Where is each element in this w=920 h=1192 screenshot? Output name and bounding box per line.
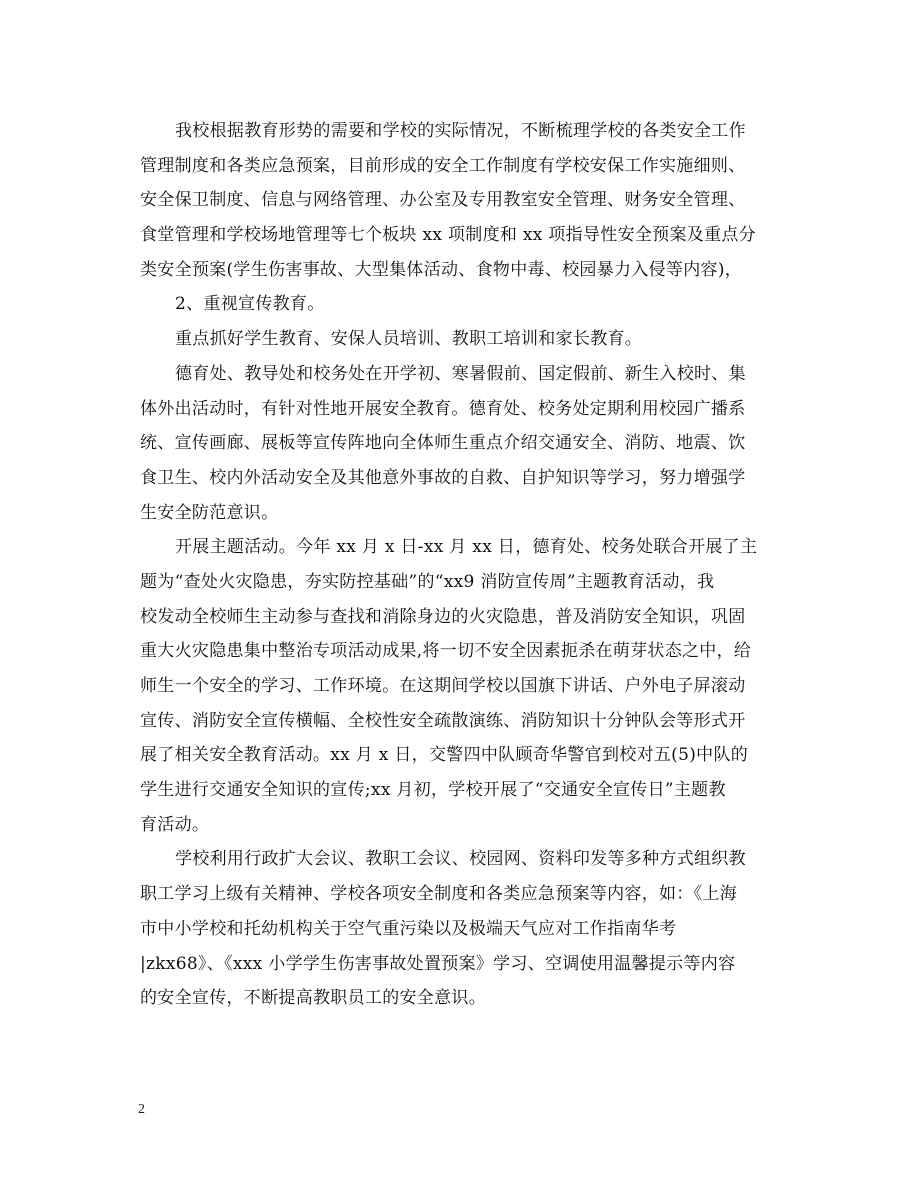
document-body (140, 114, 780, 1016)
paragraph-line: 校发动全校师生主动参与查找和消除身边的火灾隐患，普及消防安全知识，巩固 (140, 606, 746, 627)
paragraph-line: 师生一个安全的学习、工作环境。在这期间学校以国旗下讲话、户外电子屏滚动 (140, 676, 746, 696)
paragraph-line: 我校根据教育形势的需要和学校的实际情况，不断梳理学校的各类安全工作 (175, 121, 746, 141)
paragraph-line: 的安全宣传，不断提高教职员工的安全意识。 (140, 988, 486, 1009)
paragraph-line: 展了相关安全教育活动。xx 月 x 日，交警四中队顾奇华警官到校对五(5)中队的 (140, 745, 749, 766)
paragraph-line: 管理制度和各类应急预案，目前形成的安全工作制度有学校安保工作实施细则、 (140, 155, 746, 176)
paragraph-line: 育活动。 (140, 814, 210, 835)
paragraph-line: 开展主题活动。今年 xx 月 x 日-xx 月 xx 日，德育处、校务处联合开展了主 (175, 537, 758, 558)
paragraph-line: 题为“查处火灾隐患，夯实防控基础”的“xx9 消防宣传周”主题教育活动，我 (140, 571, 715, 592)
paragraph-line: 体外出活动时，有针对性地开展安全教育。德育处、校务处定期利用校园广播系 (140, 398, 746, 419)
paragraph-line: 重大火灾隐患集中整治专项活动成果,将一切不安全因素扼杀在萌芽状态之中，给 (140, 641, 752, 662)
paragraph-line: 食卫生、校内外活动安全及其他意外事故的自救、自护知识等学习，努力增强学 (140, 467, 746, 488)
paragraph-line: 德育处、教导处和校务处在开学初、寒暑假前、国定假前、新生入校时、集 (175, 363, 746, 384)
paragraph-line: 市中小学校和托幼机构关于空气重污染以及极端天气应对工作指南华考 (140, 918, 677, 939)
section-heading: 2、重视宣传教育。 (175, 294, 325, 315)
paragraph-line: 食堂管理和学校场地管理等七个板块 xx 项制度和 xx 项指导性安全预案及重点分 (140, 225, 756, 246)
paragraph-line: 学生进行交通安全知识的宣传;xx 月初，学校开展了“交通安全宣传日”主题教 (140, 780, 726, 801)
paragraph-line: 安全保卫制度、信息与网络管理、办公室及专用教室安全管理、财务安全管理、 (140, 190, 746, 211)
paragraph-line: 宣传、消防安全宣传横幅、全校性安全疏散演练、消防知识十分钟队会等形式开 (140, 710, 746, 731)
paragraph-line: 类安全预案(学生伤害事故、大型集体活动、食物中毒、校园暴力入侵等内容)， (140, 259, 743, 280)
paragraph-line: 生安全防范意识。 (140, 502, 279, 523)
paragraph-line: 学校利用行政扩大会议、教职工会议、校园网、资料印发等多种方式组织教 (175, 849, 746, 870)
paragraph-line: |zkx68》、《xxx 小学学生伤害事故处置预案》学习、空调使用温馨提示等内容 (140, 953, 736, 974)
paragraph-line: 职工学习上级有关精神、学校各项安全制度和各类应急预案等内容，如：《上海 (140, 884, 737, 905)
paragraph-line: 重点抓好学生教育、安保人员培训、教职工培训和家长教育。 (175, 329, 643, 350)
page-number: 2 (138, 1102, 145, 1117)
paragraph-line: 统、宣传画廊、展板等宣传阵地向全体师生重点介绍交通安全、消防、地震、饮 (140, 433, 746, 454)
